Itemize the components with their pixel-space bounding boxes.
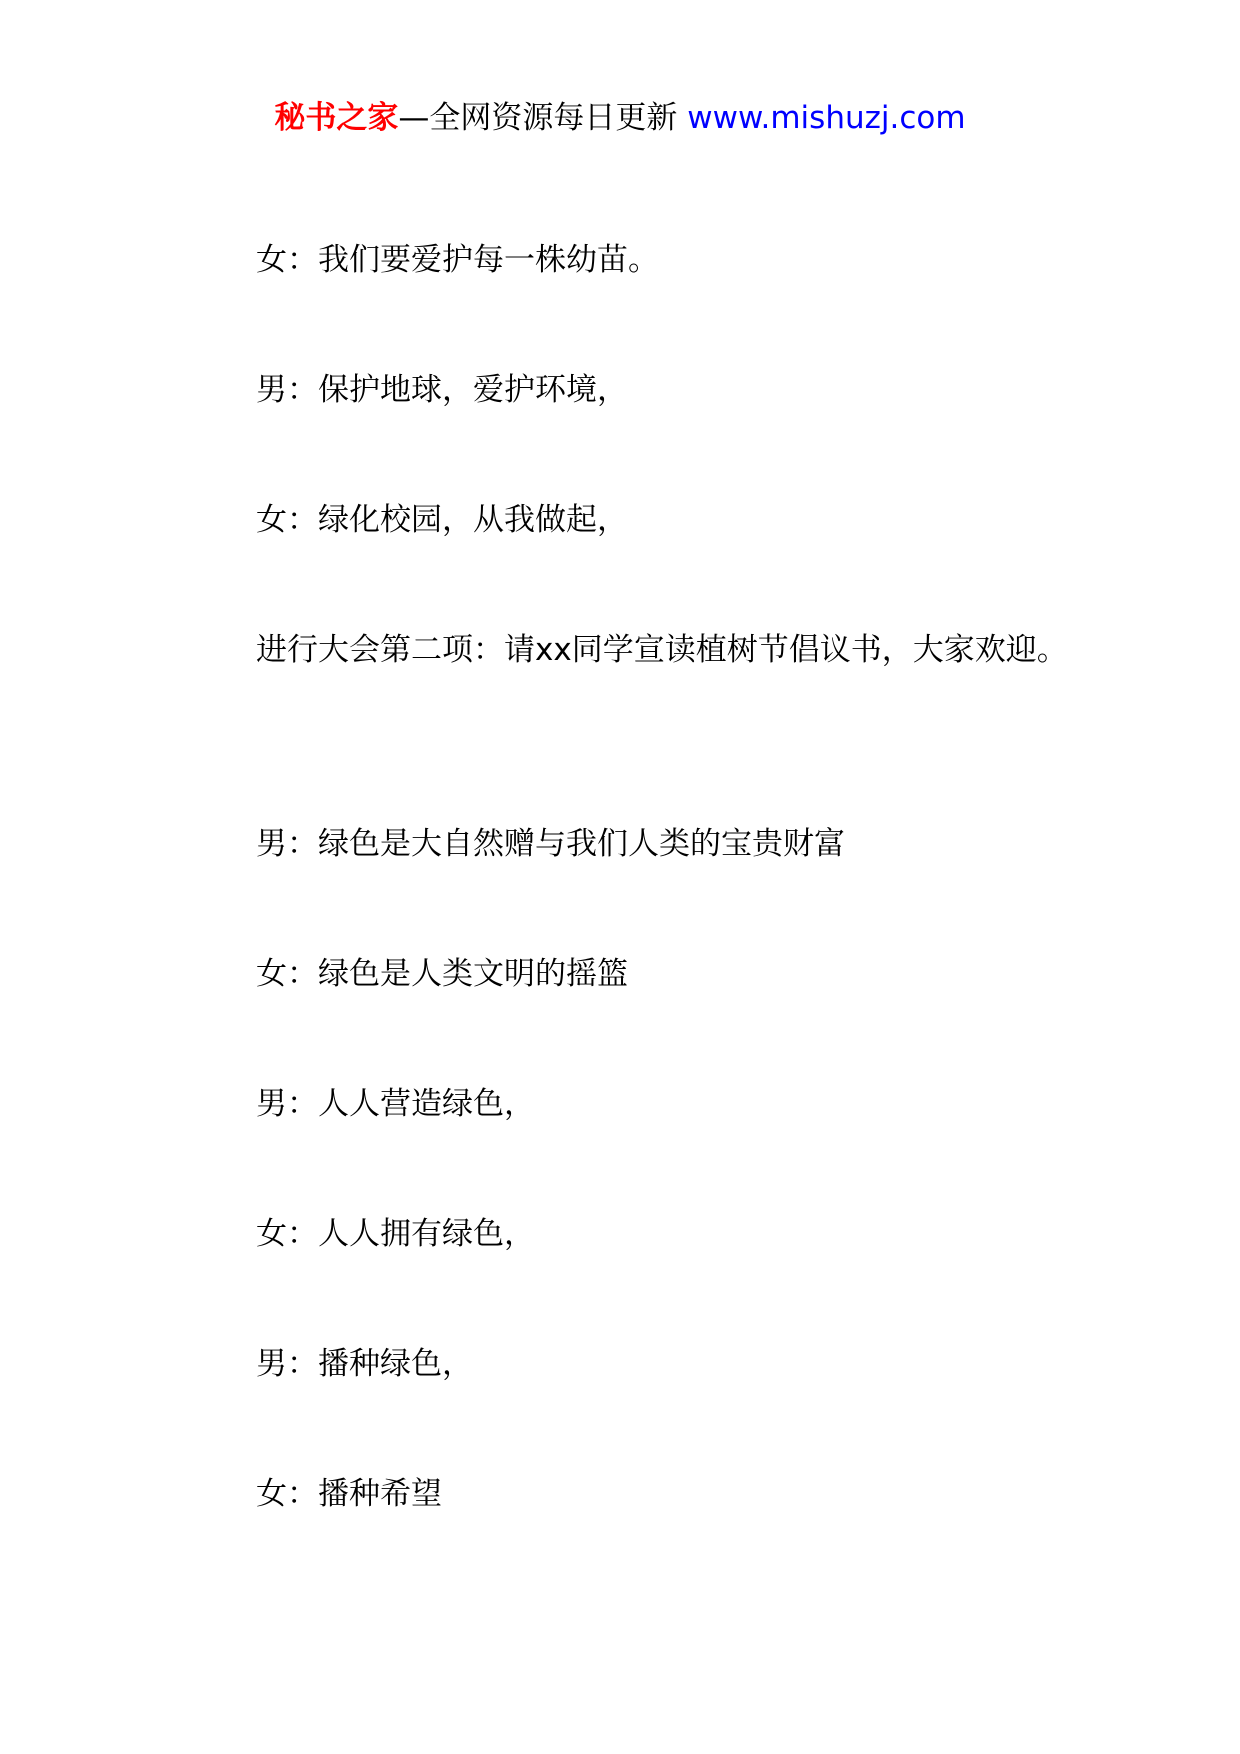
paragraph-1: 女：我们要爱护每一株幼苗。 [256,242,659,278]
paragraph-8: 女：人人拥有绿色， [256,1216,535,1252]
paragraph-10: 女：播种希望 [256,1476,442,1512]
site-brand: 秘书之家 [274,100,399,136]
paragraph-5: 男：绿色是大自然赠与我们人类的宝贵财富 [256,826,845,862]
paragraph-3: 女：绿化校园，从我做起， [256,502,628,538]
paragraph-9: 男：播种绿色， [256,1346,473,1382]
site-tagline: —全网资源每日更新 [398,100,688,136]
paragraph-7: 男：人人营造绿色， [256,1086,535,1122]
site-url-link[interactable]: www.mishuzj.com [687,100,966,136]
paragraph-2: 男：保护地球，爱护环境， [256,372,628,408]
page-header [0,98,1240,138]
paragraph-6: 女：绿色是人类文明的摇篮 [256,956,628,992]
paragraph-4: 进行大会第二项：请xx同学宣读植树节倡议书，大家欢迎。 [256,632,1068,668]
